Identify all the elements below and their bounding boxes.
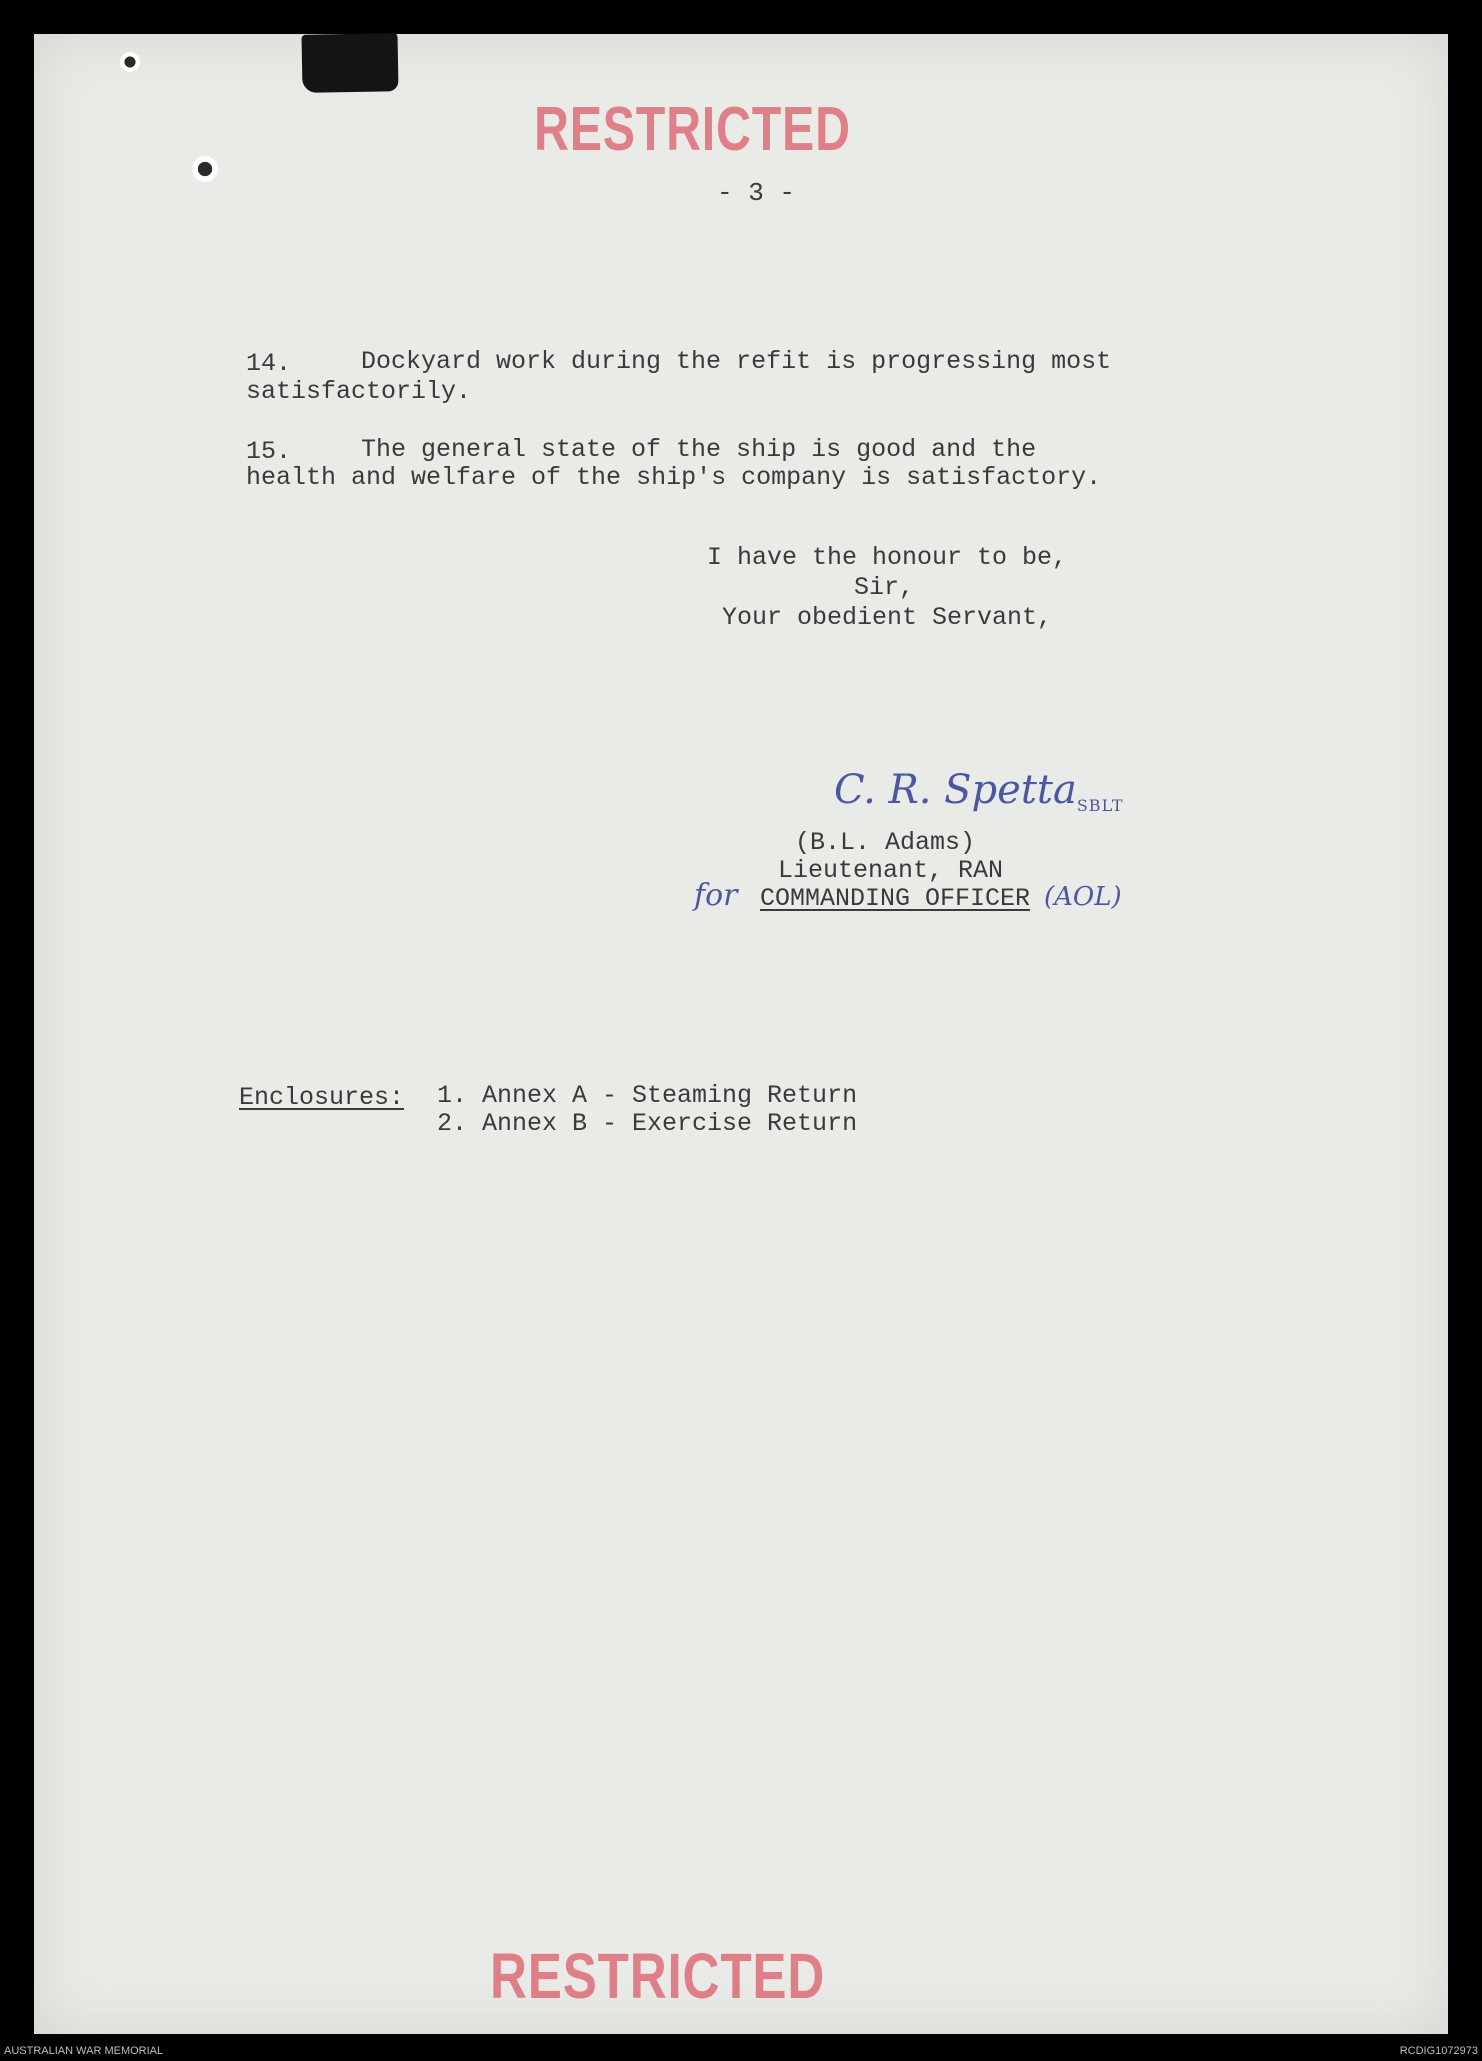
restricted-stamp-bottom: RESTRICTED	[490, 1940, 826, 2012]
handwritten-signature	[834, 767, 1124, 815]
paragraph-15-line1: The general state of the ship is good and the	[361, 435, 1037, 464]
paragraph-15-number: 15.	[246, 437, 292, 466]
signature-name: C. R. Spetta	[834, 767, 1077, 813]
paragraph-14-number: 14.	[246, 349, 292, 378]
closing-line-2: Sir,	[854, 573, 915, 602]
enclosure-item-1: 1. Annex A - Steaming Return	[437, 1081, 858, 1110]
signature-rank: SBLT	[1076, 796, 1124, 815]
paragraph-15-line2: health and welfare of the ship's company is satisfactory.	[246, 463, 1102, 492]
closing-line-3: Your obedient Servant,	[722, 603, 1053, 632]
document-page	[34, 34, 1448, 2034]
enclosure-item-2: 2. Annex B - Exercise Return	[437, 1109, 858, 1138]
enclosures-label: Enclosures:	[239, 1083, 405, 1112]
punch-hole-top	[120, 52, 140, 72]
punch-hole-middle	[192, 156, 218, 182]
restricted-stamp-top: RESTRICTED	[534, 95, 851, 164]
closing-line-1: I have the honour to be,	[707, 543, 1068, 572]
footer-archive-name: AUSTRALIAN WAR MEMORIAL	[4, 2045, 164, 2057]
paragraph-14-line2: satisfactorily.	[246, 377, 472, 406]
paragraph-14-line1: Dockyard work during the refit is progressing most	[361, 347, 1112, 376]
footer-archive-id: RCDIG1072973	[1399, 2045, 1478, 2057]
tape-mark	[302, 33, 399, 93]
page-number: - 3 -	[717, 178, 796, 208]
handwritten-for: for	[694, 878, 738, 913]
typed-name: (B.L. Adams)	[795, 828, 976, 857]
typed-rank: Lieutenant, RAN	[778, 856, 1004, 885]
typed-title: COMMANDING OFFICER	[760, 884, 1031, 913]
handwritten-note: (AOL)	[1044, 882, 1122, 912]
